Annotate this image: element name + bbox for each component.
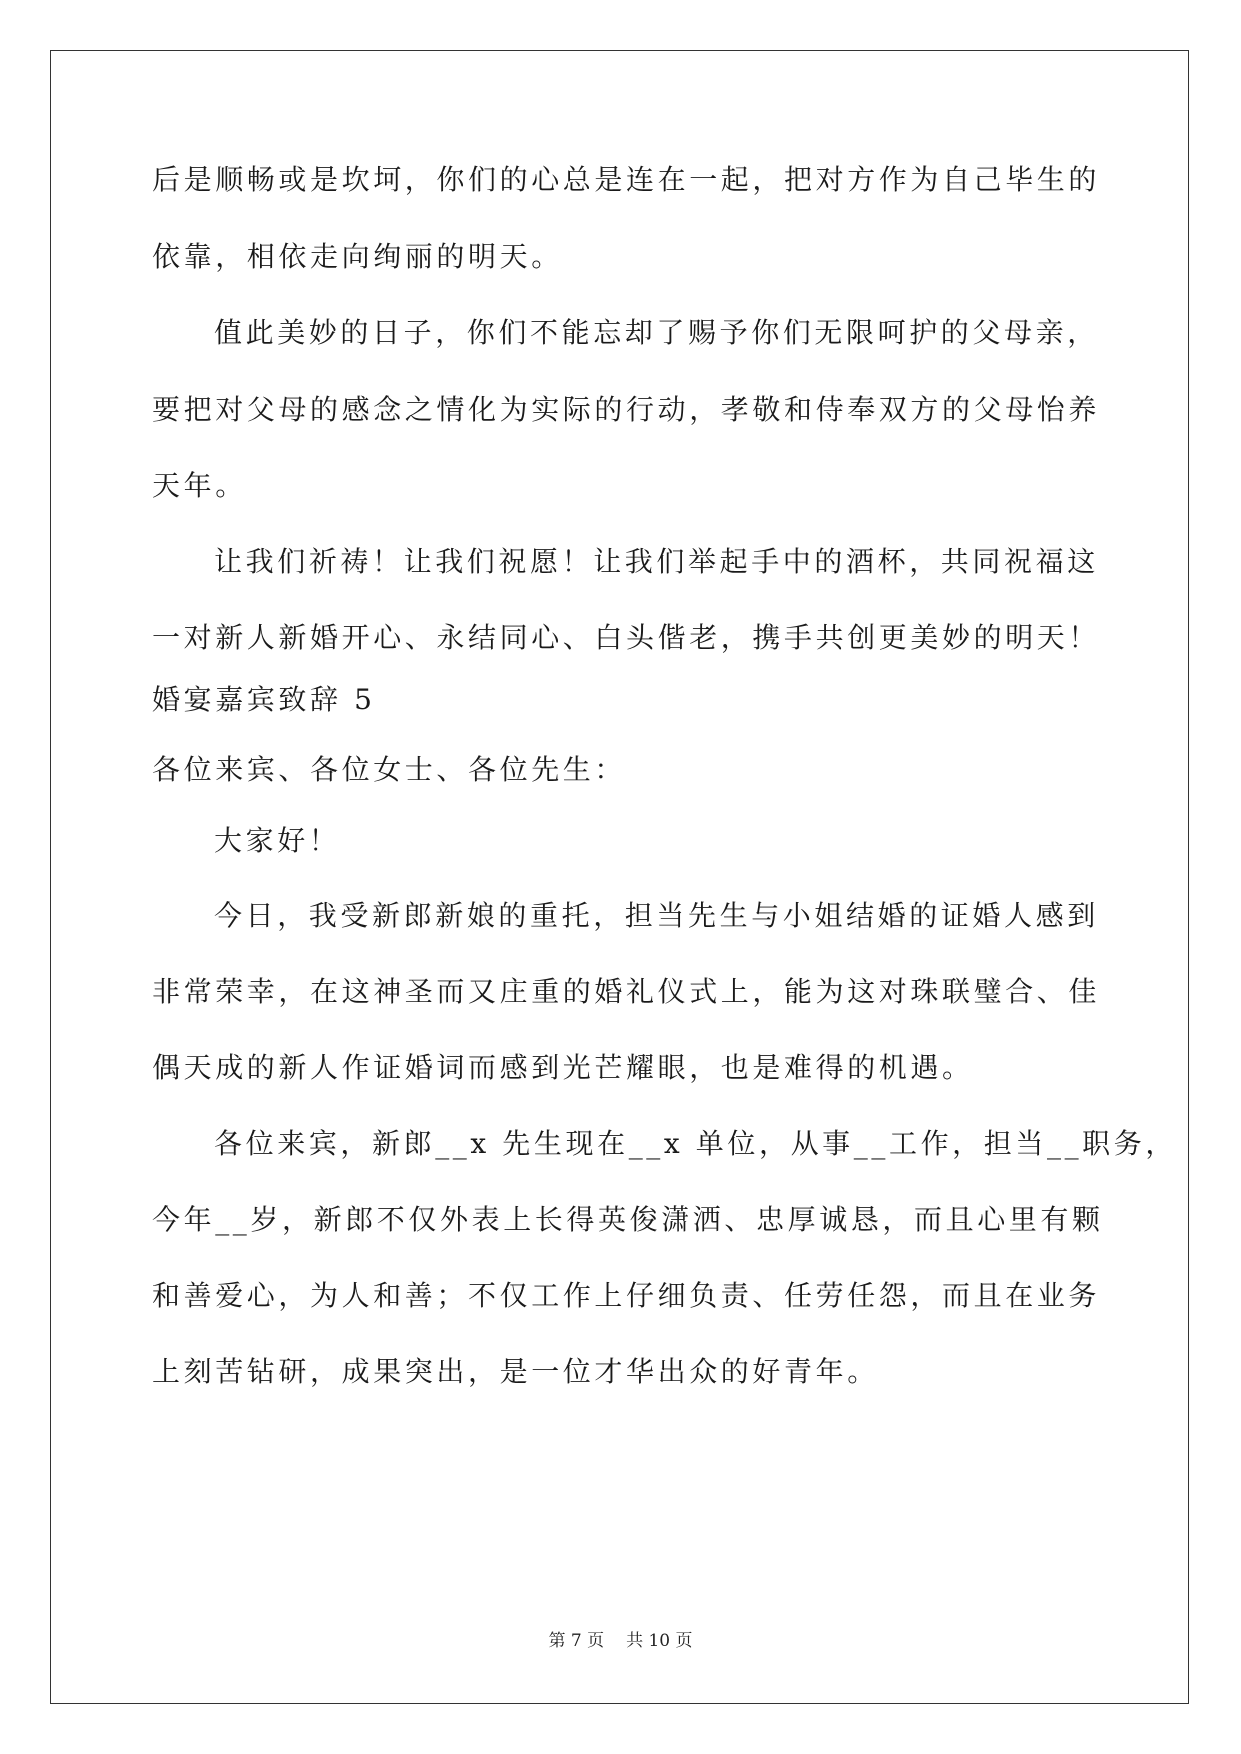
text-line: 一对新人新婚开心、永结同心、白头偕老，携手共创更美妙的明天！ [152,621,1101,654]
text-line: 要把对父母的感念之情化为实际的行动，孝敬和侍奉双方的父母怡养 [152,393,1101,426]
page-footer [0,1630,1241,1652]
text-line: 上刻苦钻研，成果突出，是一位才华出众的好青年。 [152,1355,879,1388]
salutation: 各位来宾、各位女士、各位先生： [152,753,627,786]
text-line: 非常荣幸，在这神圣而又庄重的婚礼仪式上，能为这对珠联璧合、佳 [152,975,1101,1008]
paragraph-line: 各位来宾，新郎__x 先生现在__x 单位，从事__工作，担当__职务， [214,1127,1177,1160]
text-line: 偶天成的新人作证婚词而感到光芒耀眼，也是难得的机遇。 [152,1051,974,1084]
greeting: 大家好！ [214,824,341,857]
paragraph-line: 让我们祈祷！让我们祝愿！让我们举起手中的酒杯，共同祝福这 [214,545,1099,578]
text-line: 今年__岁，新郎不仅外表上长得英俊潇洒、忠厚诚恳，而且心里有颗 [152,1203,1104,1236]
page-border [50,50,1189,1704]
page-number: 第 7 页 [548,1631,605,1651]
section-heading: 婚宴嘉宾致辞 5 [152,683,376,716]
text-line: 依靠，相依走向绚丽的明天。 [152,240,563,273]
page-total: 共 10 页 [626,1631,693,1651]
text-line: 和善爱心，为人和善；不仅工作上仔细负责、任劳任怨，而且在业务 [152,1279,1101,1312]
paragraph-line: 值此美妙的日子，你们不能忘却了赐予你们无限呵护的父母亲， [214,316,1099,349]
paragraph-line: 今日，我受新郎新娘的重托，担当先生与小姐结婚的证婚人感到 [214,899,1099,932]
text-line: 天年。 [152,469,247,502]
text-line: 后是顺畅或是坎坷，你们的心总是连在一起，把对方作为自己毕生的 [152,163,1101,196]
